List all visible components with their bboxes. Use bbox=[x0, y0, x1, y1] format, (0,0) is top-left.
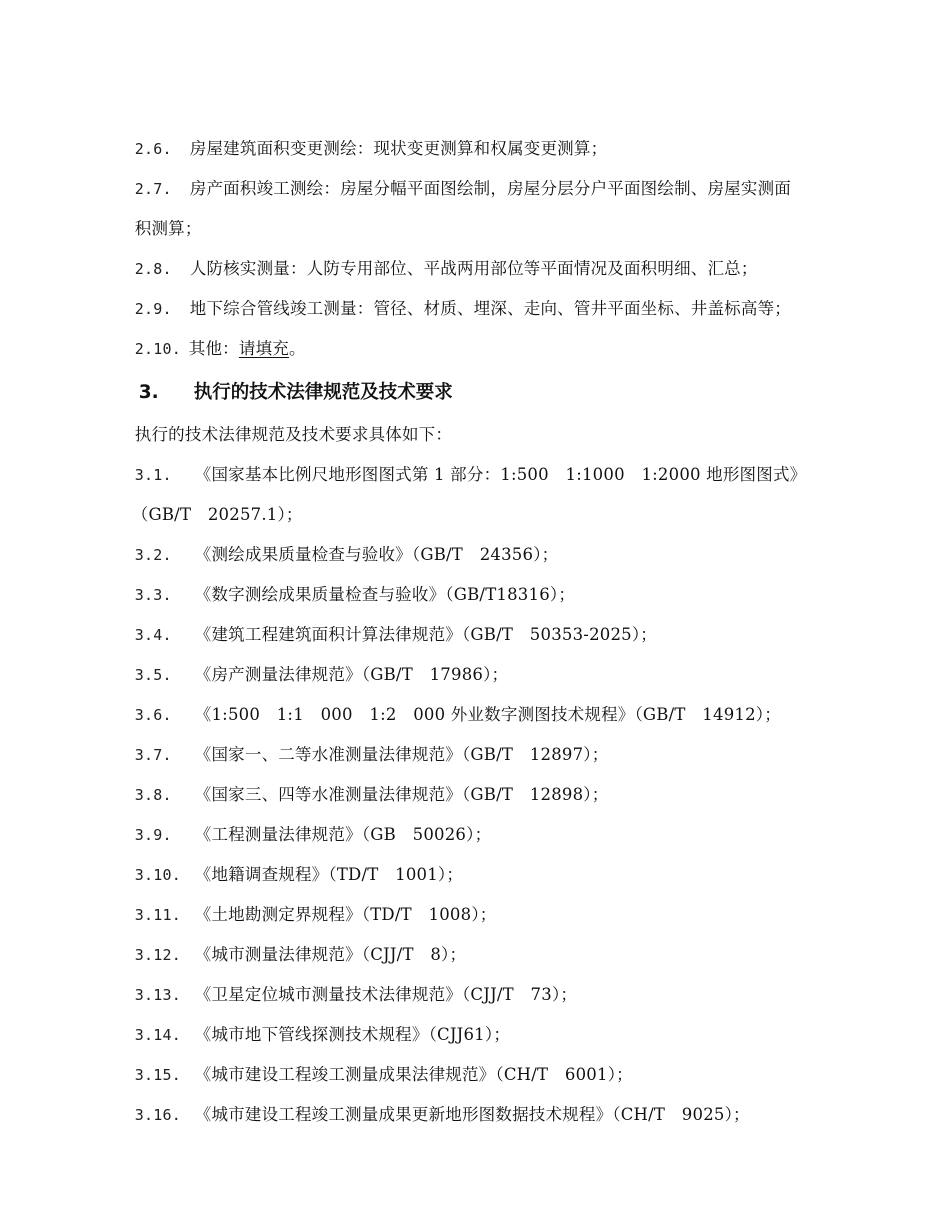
item-number: 3.12. bbox=[134, 946, 181, 964]
item-number: 3.11. bbox=[134, 906, 181, 924]
item-number: 3.16. bbox=[134, 1106, 181, 1124]
item-text: 《地籍调查规程》（TD/T 1001）； bbox=[194, 865, 464, 884]
item-text: 《土地勘测定界规程》（TD/T 1008）； bbox=[194, 905, 497, 924]
item-number: 3.4. bbox=[134, 626, 172, 644]
item-number: 2.7. bbox=[134, 180, 172, 198]
item-text: 《国家一、二等水准测量法律规范》（GB/T 12897）； bbox=[194, 745, 609, 764]
item-text: 《测绘成果质量检查与验收》（GB/T 24356）； bbox=[194, 545, 559, 564]
item-text: 《城市建设工程竣工测量成果更新地形图数据技术规程》（CH/T 9025）； bbox=[194, 1105, 750, 1124]
item-text: 《建筑工程建筑面积计算法律规范》（GB/T 50353-2025）； bbox=[194, 625, 658, 644]
item-number: 2.9. bbox=[134, 300, 172, 318]
item-text: 《工程测量法律规范》（GB 50026）； bbox=[194, 825, 492, 844]
item-number: 3.9. bbox=[134, 826, 172, 844]
item-prefix: 其他： bbox=[188, 339, 239, 358]
item-number: 2.10. bbox=[134, 340, 181, 358]
section-title: 执行的技术法律规范及技术要求 bbox=[193, 382, 453, 403]
item-text: 《卫星定位城市测量技术法律规范》（CJJ/T 73）； bbox=[194, 985, 578, 1004]
item-text: 《城市建设工程竣工测量成果法律规范》（CH/T 6001）； bbox=[194, 1065, 633, 1084]
item-text: 房产面积竣工测绘：房屋分幅平面图绘制，房屋分层分户平面图绘制、房屋实测面 bbox=[189, 179, 791, 198]
item-number: 3.14. bbox=[134, 1026, 181, 1044]
item-number: 3.1. bbox=[134, 466, 172, 484]
item-text: 积测算； bbox=[134, 219, 202, 238]
item-text: 《国家三、四等水准测量法律规范》（GB/T 12898）； bbox=[194, 785, 609, 804]
item-text: 《城市地下管线探测技术规程》（CJJ61）； bbox=[194, 1025, 511, 1044]
section-number: 3. bbox=[138, 382, 159, 403]
item-number: 3.6. bbox=[134, 706, 172, 724]
item-number: 3.2. bbox=[134, 546, 172, 564]
item-text: 《房产测量法律规范》（GB/T 17986）； bbox=[194, 665, 509, 684]
list-item-2-7 bbox=[113, 156, 791, 222]
item-number: 3.5. bbox=[134, 666, 172, 684]
item-number: 3.10. bbox=[134, 866, 181, 884]
item-number: 2.6. bbox=[134, 140, 172, 158]
item-number: 3.13. bbox=[134, 986, 181, 1004]
fill-in-field[interactable]: 请填充 bbox=[238, 339, 289, 358]
item-suffix: 。 bbox=[289, 339, 306, 358]
item-text: 地下综合管线竣工测量：管径、材质、埋深、走向、管井平面坐标、井盖标高等； bbox=[189, 299, 791, 318]
item-text: 《国家基本比例尺地形图图式第 1 部分：1:500 1:1000 1:2000 地形图图式》 bbox=[194, 465, 807, 484]
item-number: 3.3. bbox=[134, 586, 172, 604]
section-intro: 执行的技术法律规范及技术要求具体如下： bbox=[134, 425, 453, 444]
item-text: 《1:500 1:1 000 1:2 000 外业数字测图技术规程》（GB/T 14912）； bbox=[194, 705, 781, 724]
item-text: （GB/T 20257.1）； bbox=[131, 505, 303, 524]
item-text: 人防核实测量：人防专用部位、平战两用部位等平面情况及面积明细、汇总； bbox=[189, 259, 758, 278]
item-number: 3.7. bbox=[134, 746, 172, 764]
item-text: 《数字测绘成果质量检查与验收》（GB/T18316）； bbox=[194, 585, 576, 604]
item-text: 《城市测量法律规范》（CJJ/T 8）； bbox=[194, 945, 467, 964]
item-number: 2.8. bbox=[134, 260, 172, 278]
item-number: 3.15. bbox=[134, 1066, 181, 1084]
list-item-3-16 bbox=[113, 1082, 750, 1148]
item-number: 3.8. bbox=[134, 786, 172, 804]
item-text: 房屋建筑面积变更测绘：现状变更测算和权属变更测算； bbox=[189, 139, 608, 158]
